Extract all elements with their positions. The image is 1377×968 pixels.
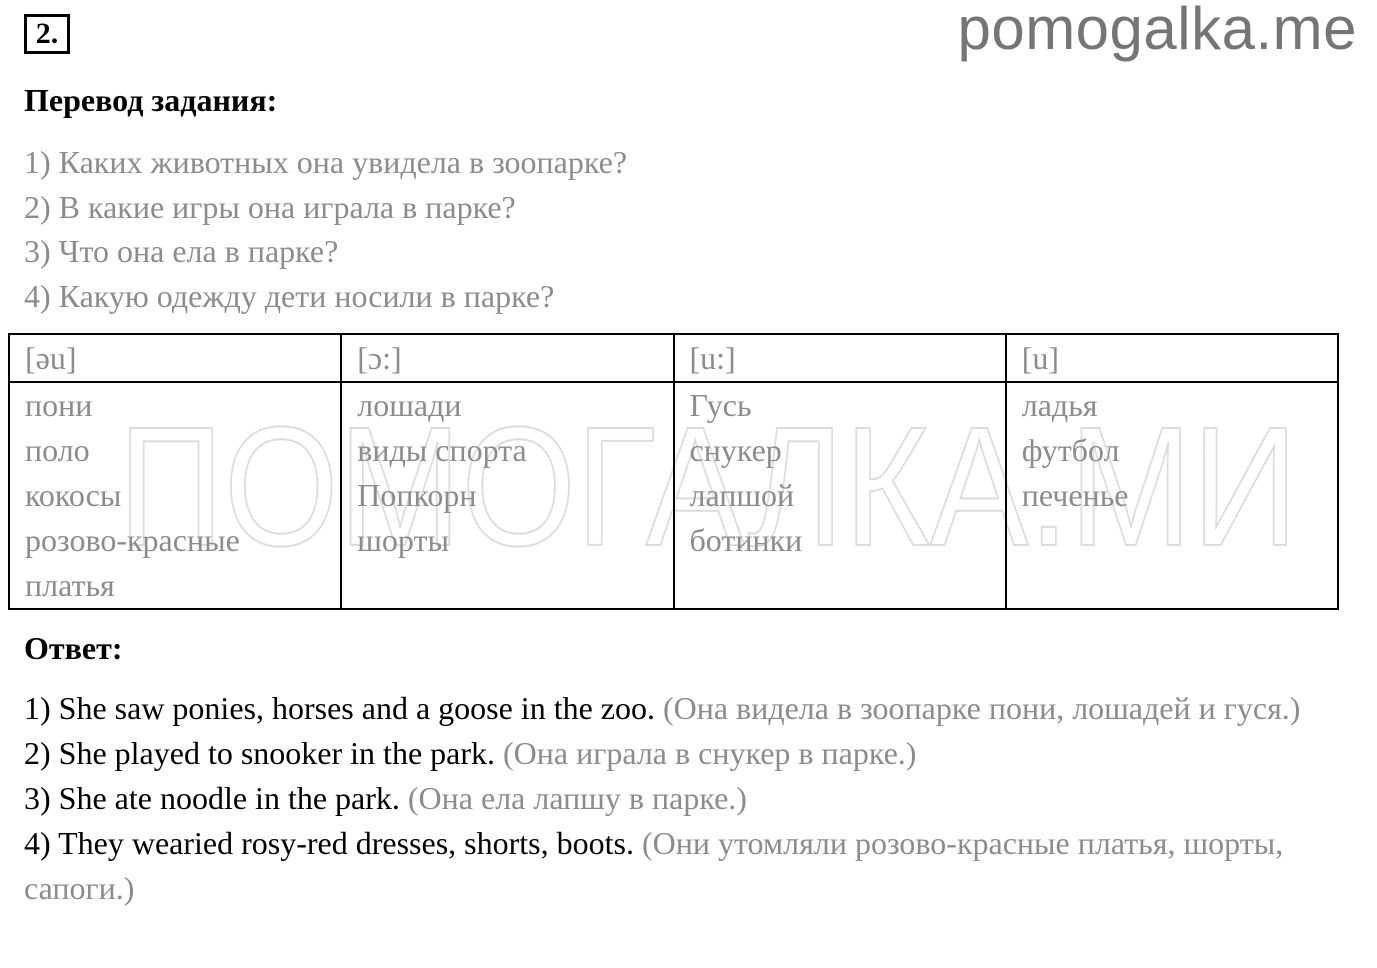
task-number: 2. xyxy=(24,14,70,54)
watermark-text: ПОМОГАЛКА.МИ xyxy=(118,410,1298,560)
answer-item xyxy=(24,821,1354,911)
answer-english: 4) They wearied rosy-red dresses, shorts, boots. xyxy=(24,825,634,861)
sound-column xyxy=(1006,382,1338,609)
word: лошади xyxy=(357,387,462,423)
table-row xyxy=(9,382,1338,609)
answer-item xyxy=(24,731,1354,776)
answer-english: 3) She ate noodle in the park. xyxy=(24,780,400,816)
word: кокосы xyxy=(25,477,122,513)
word: Гусь xyxy=(689,387,752,423)
answer-item xyxy=(24,686,1354,731)
word: ладья xyxy=(1021,387,1098,423)
answer-translation: (Она видела в зоопарке пони, лошадей и гуся.) xyxy=(662,690,1301,726)
translation-heading: Перевод задания: xyxy=(24,82,278,118)
question-list xyxy=(24,140,627,319)
answer-translation: (Она играла в снукер в парке.) xyxy=(503,735,917,771)
word: виды спорта xyxy=(357,432,527,468)
word: платья xyxy=(25,567,115,603)
sound-column xyxy=(674,382,1006,609)
word: поло xyxy=(25,432,90,468)
word: пони xyxy=(25,387,93,423)
word: лапшой xyxy=(689,477,795,513)
answer-heading: Ответ: xyxy=(24,630,123,666)
word: футбол xyxy=(1021,432,1120,468)
answer-english: 2) She played to snooker in the park. xyxy=(24,735,495,771)
sound-header: [əu] xyxy=(9,334,341,382)
sound-column xyxy=(341,382,673,609)
answer-item xyxy=(24,776,1354,821)
table-header-row xyxy=(9,334,1338,382)
question-item: 4) Какую одежду дети носили в парке? xyxy=(24,278,555,315)
sound-header: [u:] xyxy=(674,334,1006,382)
answer-english: 1) She saw ponies, horses and a goose in the zoo. xyxy=(24,690,655,726)
word: Попкорн xyxy=(357,477,477,513)
sound-table xyxy=(8,333,1339,610)
word: снукер xyxy=(689,432,782,468)
question-item: 1) Каких животных она увидела в зоопарке? xyxy=(24,144,628,180)
word: ботинки xyxy=(689,522,803,558)
word: печенье xyxy=(1021,477,1129,513)
sound-column xyxy=(9,382,341,609)
sound-header: [u] xyxy=(1006,334,1338,382)
answer-translation: (Она ела лапшу в парке.) xyxy=(407,780,747,816)
site-brand-logo: pomogalka.me xyxy=(957,0,1357,62)
question-item: 3) Что она ела в парке? xyxy=(24,233,339,270)
answer-list xyxy=(24,686,1354,911)
sound-header: [ɔ:] xyxy=(341,334,673,382)
word: розово-красные xyxy=(25,522,240,558)
answer-translation: (Они утомляли розово-красные платья, шорты, сапоги.) xyxy=(24,825,1284,906)
question-item: 2) В какие игры она играла в парке? xyxy=(24,188,516,225)
word: шорты xyxy=(357,522,449,558)
